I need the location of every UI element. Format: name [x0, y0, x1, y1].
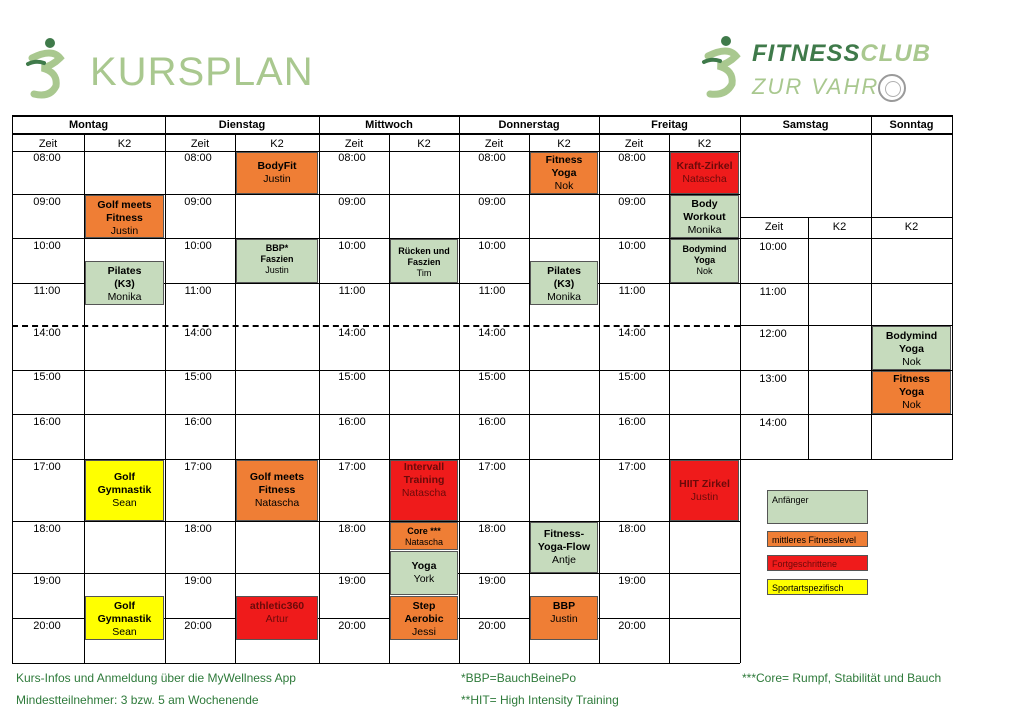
sub-header-k2: K2	[117, 138, 132, 150]
time-label: 13:00	[759, 373, 787, 385]
page-title: KURSPLAN	[90, 50, 314, 94]
course-name: Core ***	[407, 526, 441, 536]
footer-hit-note: **HIT= High Intensity Training	[461, 693, 619, 707]
time-label: 14:00	[618, 327, 646, 339]
time-label: 10:00	[184, 240, 212, 252]
time-label: 10:00	[759, 241, 787, 253]
course-name: Bodymind Yoga	[885, 330, 938, 355]
course-trainer: Justin	[110, 225, 139, 237]
time-label: 11:00	[759, 286, 787, 298]
course-cell[interactable]	[530, 152, 598, 194]
time-label: 14:00	[338, 327, 366, 339]
course-trainer: Justin	[263, 173, 291, 185]
time-label: 18:00	[618, 523, 646, 535]
course-name: BBP	[552, 600, 576, 612]
day-header-samstag: Samstag	[782, 119, 829, 131]
course-trainer: Justin	[690, 490, 719, 503]
time-label: 10:00	[478, 240, 506, 252]
course-cell[interactable]	[236, 239, 318, 283]
course-cell[interactable]	[390, 460, 458, 521]
time-label: 15:00	[618, 371, 646, 383]
course-trainer: Justin	[550, 613, 578, 625]
course-trainer: Jessi	[412, 626, 436, 638]
course-cell[interactable]	[390, 596, 458, 640]
seal-icon	[878, 74, 906, 102]
time-label: 18:00	[33, 523, 61, 535]
course-trainer: Natascha	[404, 537, 444, 547]
course-cell[interactable]	[236, 460, 318, 521]
course-cell[interactable]	[236, 596, 318, 640]
course-name: BBP* Faszien	[260, 243, 294, 264]
time-label: 17:00	[33, 461, 61, 473]
day-header-donnerstag: Donnerstag	[498, 119, 560, 131]
course-name: Golf Gymnastik	[97, 471, 152, 496]
course-name: Intervall Training	[403, 461, 445, 486]
course-trainer: Nok	[902, 399, 921, 411]
brand-name: FITNESSCLUB	[752, 40, 931, 67]
day-header-montag: Montag	[68, 119, 109, 131]
time-label: 20:00	[184, 620, 212, 632]
course-name: Golf meets Fitness	[249, 471, 305, 496]
course-cell[interactable]	[390, 522, 458, 550]
time-label: 11:00	[618, 285, 646, 297]
time-label: 09:00	[478, 196, 506, 208]
time-label: 09:00	[338, 196, 366, 208]
footer-min-participants: Mindestteilnehmer: 3 bzw. 5 am Wochenende	[16, 693, 259, 707]
sub-header-zeit: Zeit	[38, 138, 58, 150]
day-header-mittwoch: Mittwoch	[365, 119, 413, 131]
sub-header-zeit: Zeit	[624, 138, 644, 150]
time-label: 17:00	[618, 461, 646, 473]
course-name: athletic360	[249, 600, 305, 612]
course-name: Pilates (K3)	[107, 265, 142, 290]
course-name: Fitness Yoga	[893, 373, 930, 398]
course-trainer: Natascha	[401, 487, 447, 499]
sub-header-k2: K2	[904, 221, 919, 233]
legend-sport-specific: Sportartspezifisch	[767, 579, 868, 595]
course-name: Fitness Yoga	[545, 154, 583, 179]
time-label: 14:00	[33, 327, 61, 339]
course-name: Step Aerobic	[404, 600, 444, 625]
time-label: 10:00	[33, 240, 61, 252]
course-cell[interactable]	[670, 152, 739, 194]
course-cell[interactable]	[85, 596, 164, 640]
legend-advanced: Fortgeschrittene	[767, 555, 868, 571]
time-label: 08:00	[338, 152, 366, 164]
course-cell[interactable]	[530, 261, 598, 305]
time-label: 10:00	[618, 240, 646, 252]
course-name: Rücken und Faszien	[398, 246, 450, 267]
time-label: 20:00	[618, 620, 646, 632]
course-name: Pilates (K3)	[547, 265, 581, 290]
course-trainer: Monika	[547, 291, 581, 303]
day-header-sonntag: Sonntag	[889, 119, 934, 131]
time-label: 10:00	[338, 240, 366, 252]
course-cell[interactable]	[530, 522, 598, 573]
time-label: 15:00	[338, 371, 366, 383]
time-label: 09:00	[618, 196, 646, 208]
time-label: 19:00	[184, 575, 212, 587]
course-cell[interactable]	[236, 152, 318, 194]
time-label: 15:00	[478, 371, 506, 383]
course-cell[interactable]	[85, 195, 164, 238]
time-label: 18:00	[478, 523, 506, 535]
legend-beginner: Anfänger	[767, 490, 868, 524]
time-label: 11:00	[184, 285, 212, 297]
sub-header-zeit: Zeit	[344, 138, 364, 150]
day-header-dienstag: Dienstag	[218, 119, 266, 131]
time-label: 17:00	[338, 461, 366, 473]
course-cell[interactable]	[85, 261, 164, 305]
course-trainer: Nok	[902, 356, 921, 368]
course-trainer: Sean	[112, 497, 137, 509]
course-trainer: Tim	[416, 268, 432, 278]
time-label: 19:00	[33, 575, 61, 587]
time-label: 08:00	[33, 152, 61, 164]
sub-header-k2: K2	[832, 221, 847, 233]
course-name: Fitness- Yoga-Flow	[537, 528, 591, 553]
course-cell[interactable]	[670, 195, 739, 238]
sub-header-k2: K2	[557, 138, 571, 150]
course-name: Kraft-Zirkel	[676, 160, 733, 172]
brand-logo-icon	[698, 34, 746, 102]
course-trainer: Monika	[107, 291, 142, 303]
sub-header-k2: K2	[270, 138, 284, 150]
time-label: 17:00	[184, 461, 212, 473]
time-label: 09:00	[33, 196, 61, 208]
time-label: 18:00	[338, 523, 366, 535]
time-label: 20:00	[33, 620, 61, 632]
course-cell[interactable]	[390, 551, 458, 595]
time-label: 19:00	[478, 575, 506, 587]
course-trainer: Nok	[554, 180, 574, 192]
course-trainer: Sean	[112, 626, 137, 638]
course-cell[interactable]	[670, 460, 739, 521]
course-name: Bodymind Yoga	[682, 244, 727, 265]
time-label: 16:00	[338, 416, 366, 428]
time-label: 11:00	[478, 285, 506, 297]
sub-header-k2: K2	[417, 138, 431, 150]
time-label: 12:00	[759, 328, 787, 340]
time-label: 11:00	[338, 285, 366, 297]
time-label: 16:00	[184, 416, 212, 428]
course-trainer: Nok	[696, 266, 713, 276]
footer-core-note: ***Core= Rumpf, Stabilität und Bauch	[742, 671, 942, 685]
course-trainer: Natascha	[682, 173, 727, 185]
course-name: Body Workout	[683, 198, 726, 223]
course-name: Golf meets Fitness	[97, 199, 152, 224]
course-cell[interactable]	[390, 239, 458, 283]
course-cell[interactable]	[872, 371, 951, 414]
course-cell[interactable]	[530, 596, 598, 640]
course-trainer: Natascha	[254, 497, 300, 509]
day-header-freitag: Freitag	[651, 119, 688, 131]
time-label: 16:00	[478, 416, 506, 428]
course-name: Golf Gymnastik	[97, 600, 152, 625]
course-cell[interactable]	[670, 239, 739, 283]
sub-header-zeit: Zeit	[484, 138, 504, 150]
time-label: 11:00	[33, 285, 61, 297]
course-trainer: Artur	[265, 613, 289, 625]
time-label: 20:00	[338, 620, 366, 632]
sub-header-zeit: Zeit	[190, 138, 210, 150]
course-cell[interactable]	[872, 326, 951, 370]
time-label: 08:00	[618, 152, 646, 164]
time-label: 14:00	[184, 327, 212, 339]
legend-intermediate: mittleres Fitnesslevel	[767, 531, 868, 547]
course-trainer: Monika	[687, 224, 722, 236]
course-trainer: Justin	[265, 265, 289, 275]
time-label: 14:00	[478, 327, 506, 339]
time-label: 14:00	[759, 417, 787, 429]
sub-header-zeit: Zeit	[764, 221, 784, 233]
time-label: 08:00	[184, 152, 212, 164]
time-label: 16:00	[618, 416, 646, 428]
time-label: 19:00	[338, 575, 366, 587]
course-cell[interactable]	[85, 460, 164, 521]
time-label: 15:00	[184, 371, 212, 383]
time-label: 09:00	[184, 196, 212, 208]
time-label: 15:00	[33, 371, 61, 383]
course-trainer: York	[413, 573, 435, 585]
brand-subtitle: ZUR VAHR	[752, 74, 880, 99]
time-label: 20:00	[478, 620, 506, 632]
time-label: 19:00	[618, 575, 646, 587]
sub-header-k2: K2	[697, 138, 712, 150]
course-name: BodyFit	[257, 160, 297, 172]
course-name: Yoga	[411, 560, 437, 572]
time-label: 17:00	[478, 461, 506, 473]
time-label: 08:00	[478, 152, 506, 164]
footer-bbp-note: *BBP=BauchBeinePo	[461, 671, 577, 685]
course-trainer: Antje	[552, 554, 576, 566]
time-label: 18:00	[184, 523, 212, 535]
footer-info: Kurs-Infos und Anmeldung über die MyWellness App	[16, 671, 296, 685]
course-name: HIIT Zirkel	[679, 477, 730, 490]
club-logo-icon	[22, 36, 70, 100]
time-label: 16:00	[33, 416, 61, 428]
